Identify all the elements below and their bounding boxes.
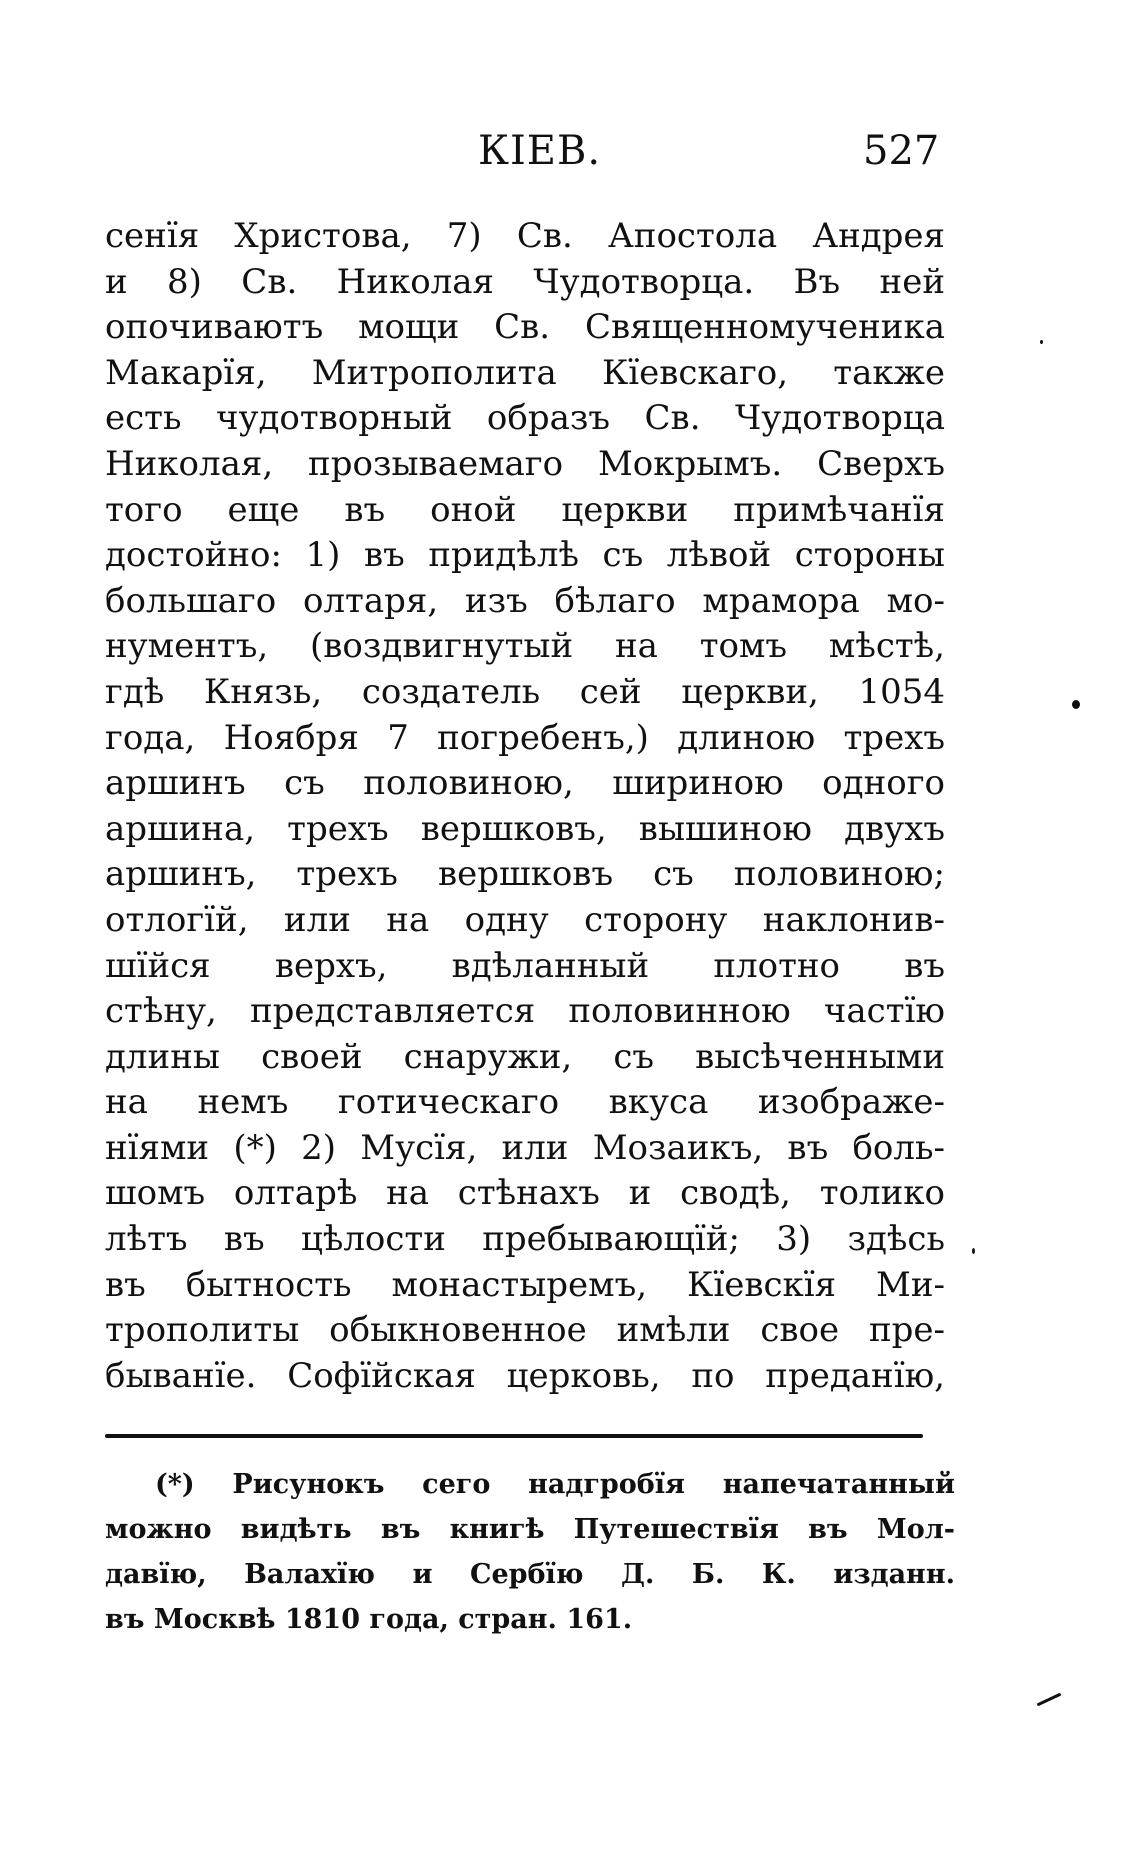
body-text — [105, 214, 945, 1399]
body-line: того еще въ оной церкви примѣчанїя — [105, 489, 945, 530]
body-line: трополиты обыкновенное имѣли свое пре- — [105, 1310, 945, 1351]
body-line: длины своей снаружи, съ высѣченными — [105, 1036, 945, 1077]
body-line: большаго олтаря, изъ бѣлаго мрамора мо- — [105, 580, 945, 621]
body-line: аршинъ, трехъ вершковъ съ половиною; — [105, 854, 945, 895]
body-line: года, Ноября 7 погребенъ,) длиною трехъ — [105, 717, 945, 758]
page-number: 527 — [863, 128, 940, 174]
body-line: шомъ олтарѣ на стѣнахъ и сводѣ, толико — [105, 1173, 945, 1214]
body-line: опочиваютъ мощи Св. Священномученика — [105, 307, 945, 348]
body-line: и 8) Св. Николая Чудотворца. Въ ней — [105, 261, 945, 302]
body-line: отлогїй, или на одну сторону наклонив- — [105, 899, 945, 940]
ink-speck — [1072, 700, 1080, 709]
body-line: шїйся верхъ, вдѣланный плотно въ — [105, 945, 945, 986]
body-line: есть чудотворный образъ Св. Чудотворца — [105, 398, 945, 439]
running-head-title: КIЕВ. — [478, 128, 602, 174]
ink-speck — [1037, 1693, 1062, 1707]
ink-speck — [1040, 340, 1043, 344]
ink-speck — [972, 1248, 975, 1254]
body-line: аршинъ съ половиною, шириною одного — [105, 763, 945, 804]
body-line: Николая, прозываемаго Мокрымъ. Сверхъ — [105, 443, 945, 484]
footnote-line: (*) Рисунокъ сего надгробїя напечатанный — [155, 1469, 955, 1500]
body-line: сенїя Христова, 7) Св. Апостола Андрея — [105, 216, 945, 256]
body-line: гдѣ Князь, создатель сей церкви, 1054 — [105, 671, 945, 712]
footnote — [105, 1462, 955, 1642]
body-line: достойно: 1) въ придѣлѣ съ лѣвой стороны — [105, 535, 945, 576]
body-line: лѣтъ въ цѣлости пребывающїй; 3) здѣсь — [105, 1219, 945, 1260]
footnote-line: давїю, Валахїю и Сербїю Д. Б. К. изданн. — [105, 1559, 955, 1590]
body-line: на немъ готическаго вкуса изображе- — [105, 1082, 945, 1123]
body-line: нументъ, (воздвигнутый на томъ мѣстѣ, — [105, 626, 945, 667]
footnote-line: въ Москвѣ 1810 года, стран. 161. — [105, 1604, 633, 1635]
body-line: аршина, трехъ вершковъ, вышиною двухъ — [105, 808, 945, 849]
body-line: стѣну, представляется половинною частїю — [105, 991, 945, 1032]
body-line: нїями (*) 2) Мусїя, или Мозаикъ, въ боль- — [105, 1127, 945, 1168]
footnote-divider — [105, 1434, 923, 1438]
running-head — [0, 128, 1140, 188]
body-line: въ бытность монастыремъ, Кїевскїя Ми- — [105, 1264, 945, 1305]
body-line: Макарїя, Митрополита Кїевскаго, также — [105, 352, 945, 393]
footnote-line: можно видѣть въ книгѣ Путешествїя въ Мол- — [105, 1514, 955, 1545]
body-line: быванїе. Софїйская церковь, по преданїю, — [105, 1355, 945, 1396]
